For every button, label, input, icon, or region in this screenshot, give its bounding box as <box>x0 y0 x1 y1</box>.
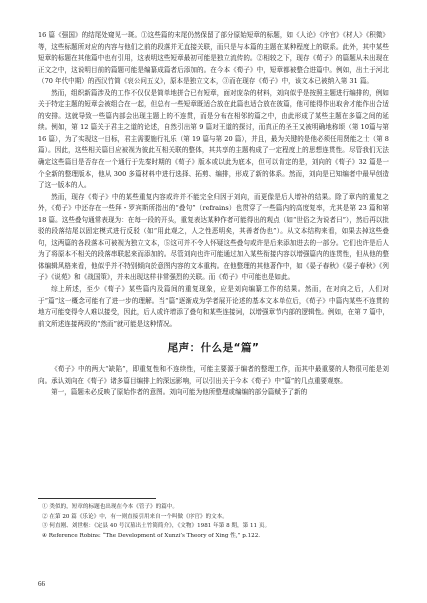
footnote-2: ② 在第 20 篇《乐论》中，有一则直接引用来自一个叫做《序官》的文本。 <box>42 513 228 520</box>
body-text-bottom <box>38 364 389 399</box>
section-heading: 尾声：什么是“篇” <box>167 342 260 355</box>
body-text-top <box>38 30 389 330</box>
page-body <box>38 30 389 399</box>
paragraph: 16 篇《强国》的结尾处窥见一斑。①这些篇的末尾仍然保留了部分原始短章的标题，如《人论》《序官》《材人》《积微》等，这些标题所对应的内容与他们之前的段落并无直接关联，而只是与本篇的主题在某种程度上的联系。此外，其中某些短章的标题在其他篇中也有引用，这表明这些短章最初可能是独立流传的。②相较之下，现存《荀子》的篇题从未出现在正文之中，这说明目前的篇题可能是编纂成篇者后添加的。在今本《荀子》中，短章都被整合进篇中。例如，出土于河北（70 年代中期）的西汉竹简《哀公问五义》，原本是独立文本，③而在现存《荀子》中，该文本已被纳入第 31 篇。 <box>38 31 389 86</box>
page-number: 66 <box>38 580 45 588</box>
paragraph: 《荀子》中的两大“缺陷”，即重复性和不连续性，可能主要源于编者的整理工作，而其中最重要的人物很可能是刘向。承认刘向在《荀子》诸多篇目编排上的深远影响，可以引出关于今本《荀子》中“篇”的几点重要观察。 <box>38 365 389 385</box>
footnote-3: ③ 何直刚、刘世枢：《定县 40 号汉墓出土竹简简介》，《文物》1981 年第 8 期，第 11 页。 <box>42 523 271 530</box>
footnotes <box>42 503 387 541</box>
paragraph: 综上所述，至少《荀子》某些篇内及篇间的重复现象，应是刘向编纂工作的结果。然而，在对向之后，人们对于“篇”这一概念可能有了进一步的理解。当“篇”逐渐成为学者展开论述的基本文本单位后，《荀子》中篇内某些不连贯的地方可能变得令人难以接受，因此，后人或许增添了叠句和某些连接词，以增强章节内部的逻辑性。例如，在第 7 篇中，前文所述连接两段的“然而”就可能是这种情况。 <box>38 285 389 328</box>
paragraph: 第一，篇题未必反映了原始作者的意图。刘向可能为他所整理或编编的部分篇赋予了新的 <box>51 388 308 397</box>
footnote-divider <box>38 498 156 499</box>
paragraph: 然而，现存《荀子》中的某些重复内容或许并不能完全归因于刘向，而更像是后人增补的结果。除了章内的重复之外，《荀子》中还存在一些拜・罗宾斯所指出的“叠句”（refrains）也贯穿了一些篇内的高度复率，尤其是第 23 篇和第 18 篇。这些叠句通常表现为：在每一段的开头，重复表达某种作者可能得出的观点（如“世俗之为说者曰”），然后再以批驳的段落结尾以固定模式进行反驳（如“用此观之，人之性恶明矣，其善者伪也”）。从文本结构来看，如果去掉这些叠句，这两篇的各段落本可被视为独立文本，⑤这可并不令人怀疑这些叠句或许是后来添加进去的一部分。它们也许是后人为了将原本不相关的段落串联起来而添加的。尽管刘向也许可能通过加入某些衔接内容以增强篇内的连贯性，但从他的整体编辑风格来看，他似乎并不特别倾向於意图内容的文本重构。在他整理的其他著作中，如《晏子春秋》《晏子春秋》《列子》《说苑》和《战国策》，并未出现这样非常强烈的关联。而《荀子》中可能也是如此。 <box>38 192 389 282</box>
footnote-4: ④ Reference Robins: “The Development of Xunzi’s Theory of Xing 性,” p.122. <box>42 532 261 539</box>
paragraph: 然而，组织新篇涉及的工作不仅仅是简单地拼合已有短章，面对庞杂的材料，刘向似乎是按照主题进行编排的，例如关于特定主题的短章会被组合在一起，但总有一些短章既适合放在此篇也适合放在彼篇，他可能得作出取舍才能作出合适的安排。这就导致一些篇内部会出现主题上的不连贯，而是分布在相邻的篇之中，由此形成了某些主题在多篇之间的延续。例如，第 12 篇关于君主之道的论述，自然引出第 9 篇对王道的探讨，而真正的圣王又被明确地称颂（第 10篇与第 16 篇），为了实现这一目标，君主需要施行礼乐（第 19 篇与第 20 篇），并且，最为关键的是他必须任用贤能之士（第 8 篇）。因此，这些相关篇目应被视为彼此互相关联的整体，其共享的主题构成了一定程度上的思想连贯性。尽管我们无法确定这些篇目是否存在一个通行于先秦时期的《荀子》版本或以此为底本，但可以肯定的是，刘向的《荀子》32 篇是一个全新的整理版本，他从 300 多篇材料中进行选择、拓剪、编排，形成了新的体系。然而，刘向是已知编者中最早创造了这一版本的人。 <box>38 88 389 190</box>
footnote-1: ① 类似的，短章的标题也出现在今本《管子》的篇中。 <box>42 504 179 510</box>
